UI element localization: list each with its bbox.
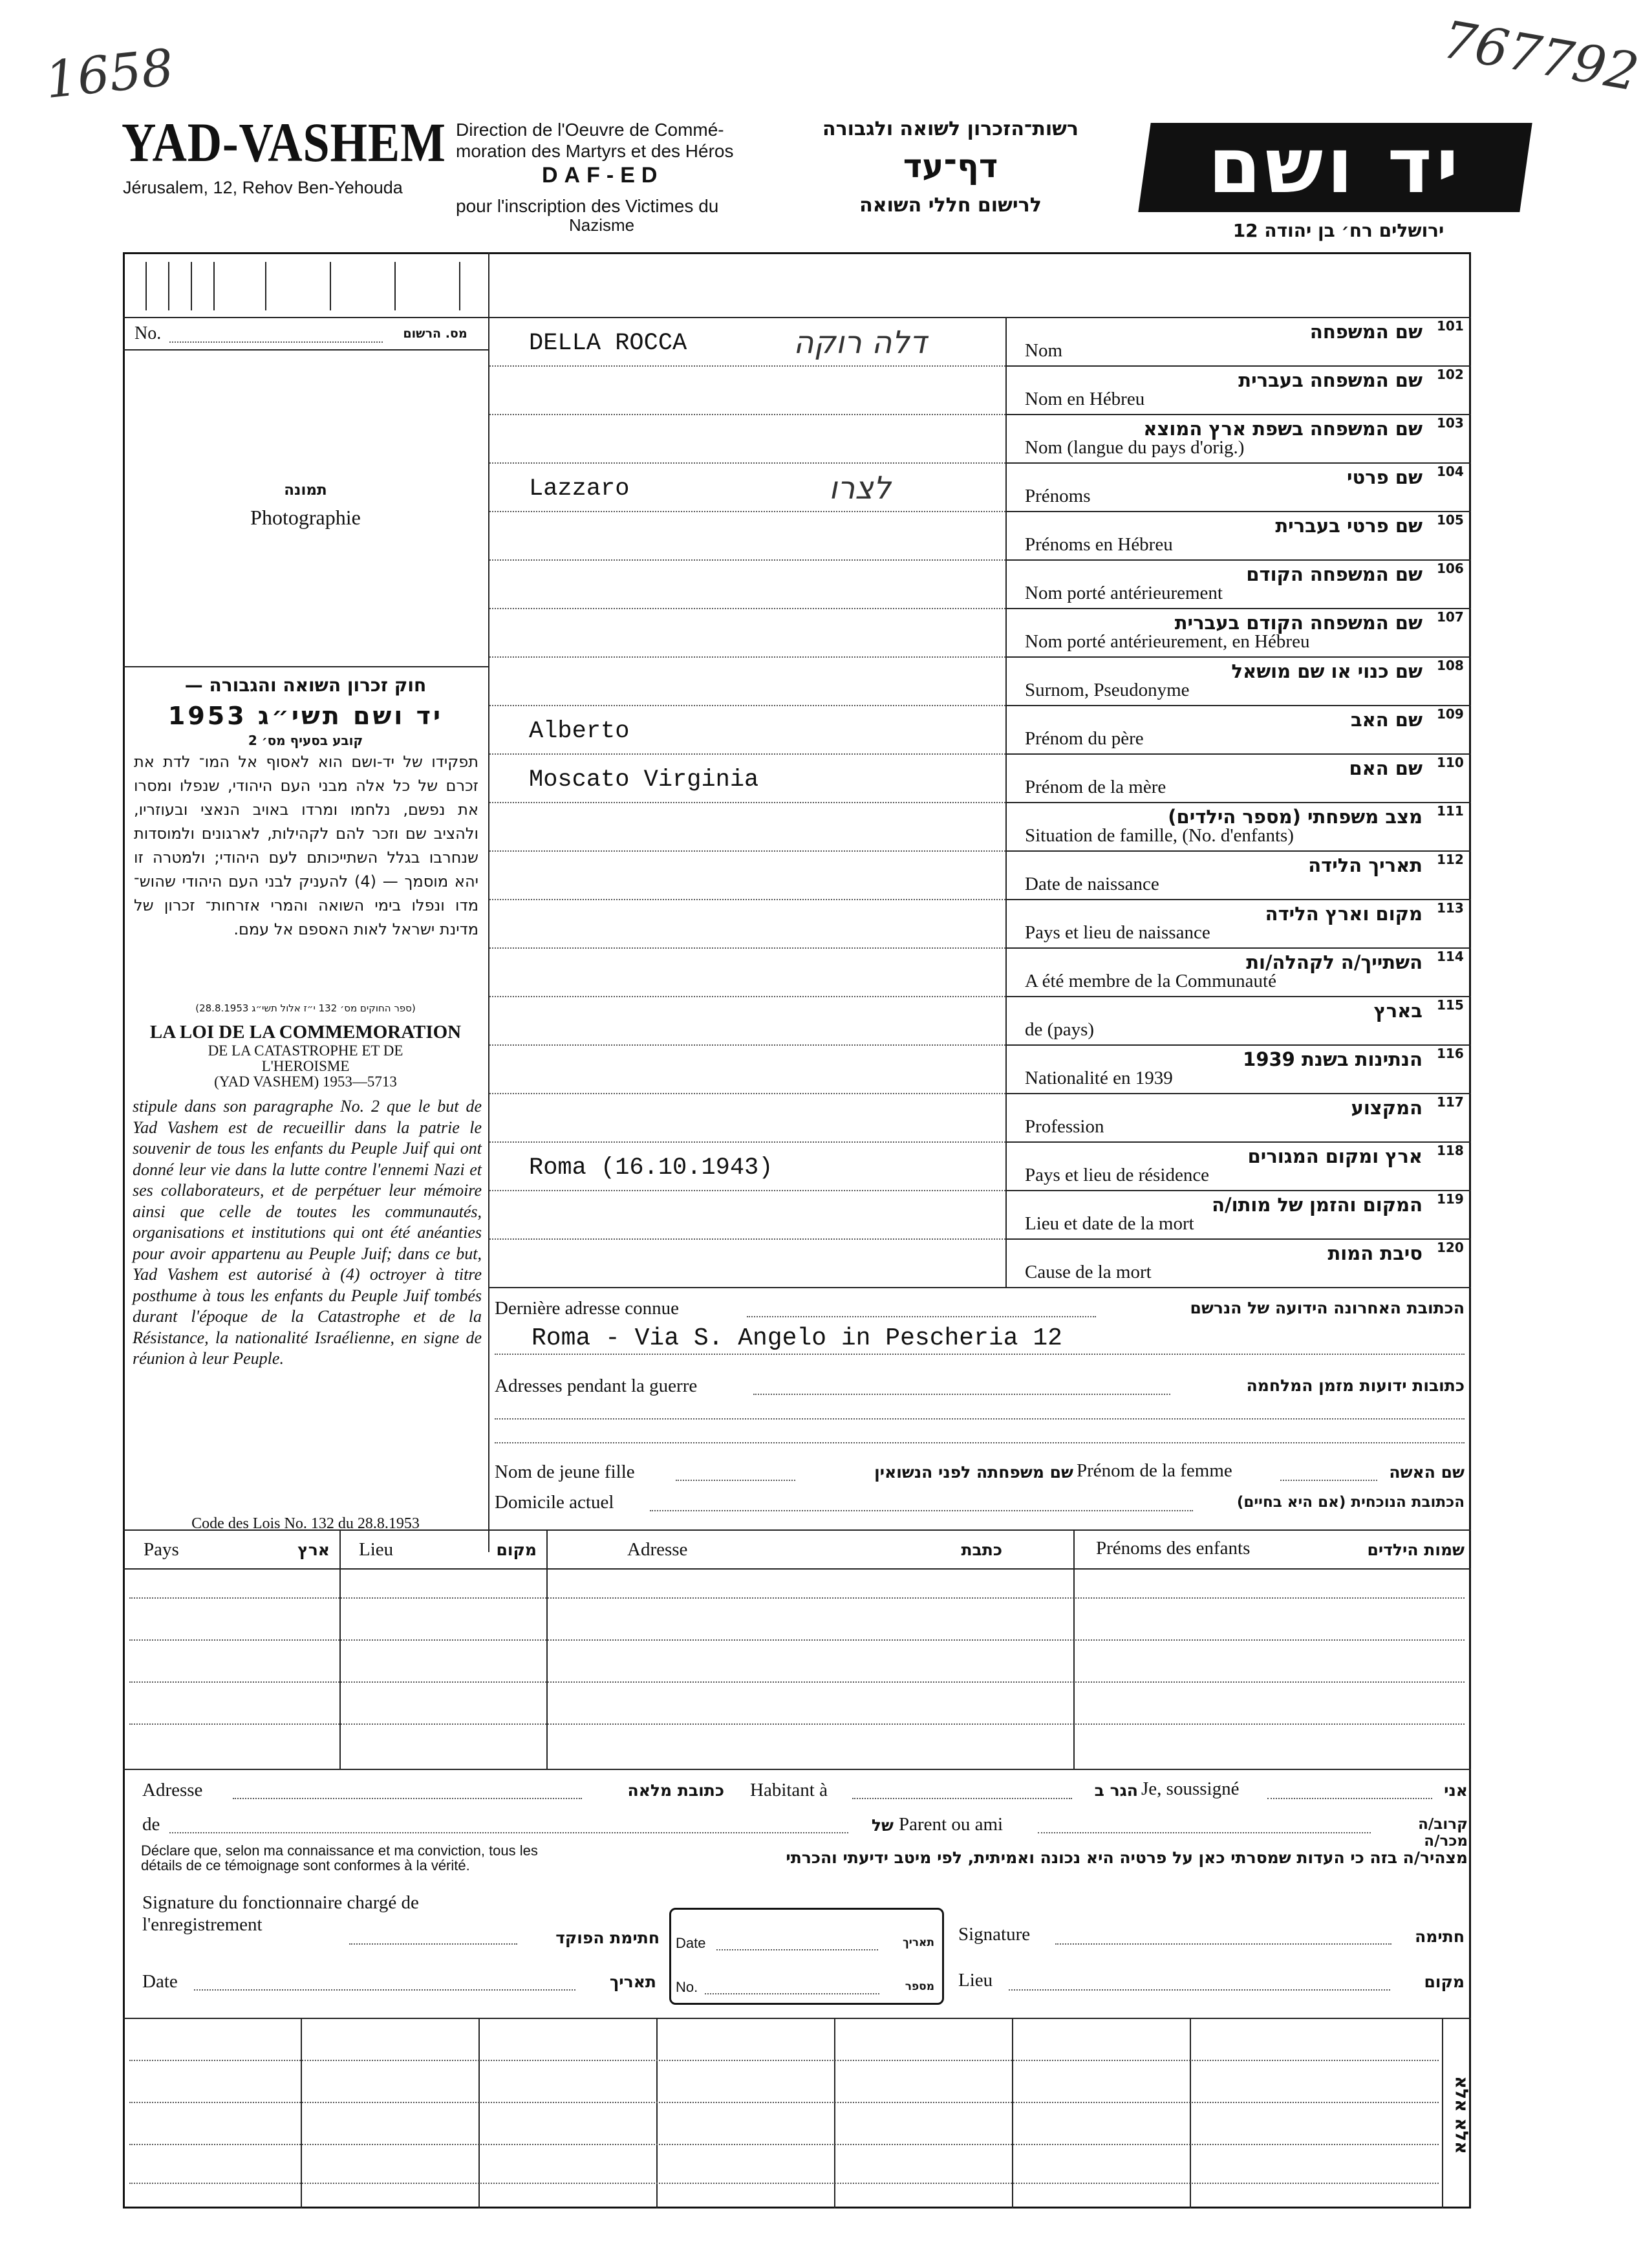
table-header-lieu: Lieu (359, 1539, 394, 1560)
table-header-lieu-hebrew: מקום (496, 1540, 537, 1559)
signature-hebrew: חתימה (1415, 1927, 1465, 1946)
field-112-number: 112 (1437, 852, 1464, 867)
parent-hebrew: קרוב/ה מכר/ה (1418, 1816, 1468, 1850)
field-109-french-label: Prénom du père (1025, 728, 1144, 749)
date-hebrew: תאריך (609, 1972, 656, 1991)
habitant-hebrew: הגר ב (1094, 1781, 1138, 1800)
wife-name-hebrew: שם האשה (1389, 1463, 1465, 1482)
field-118-hebrew-label: ארץ ומקום המגורים (1247, 1145, 1423, 1167)
field-113-number: 113 (1437, 900, 1464, 916)
field-107-number: 107 (1437, 609, 1464, 625)
field-104-handwritten: לצרו (829, 470, 891, 506)
header-hebrew-authority: רשות־הזכרון לשואה ולגבורה (822, 118, 1079, 140)
law-french-title-4: (YAD VASHEM) 1953—5713 (214, 1074, 397, 1090)
photo-label: Photographie (250, 506, 361, 529)
field-117-french-label: Profession (1025, 1116, 1104, 1137)
table-header-children: Prénoms des enfants (1096, 1538, 1251, 1559)
field-120-hebrew-label: סיבת המות (1327, 1242, 1423, 1264)
last-address-hebrew: הכתובת האחרונה הידועה של הנרשם (1190, 1299, 1465, 1317)
field-109-hebrew-label: שם האב (1350, 709, 1423, 731)
field-101-french-label: Nom (1025, 340, 1062, 361)
organization-name: YAD-VASHEM (122, 111, 446, 173)
field-114-number: 114 (1437, 949, 1464, 964)
field-108-hebrew-label: שם כנוי או שם מושאל (1231, 660, 1423, 682)
field-119-french-label: Lieu et date de la mort (1025, 1213, 1194, 1234)
field-107-hebrew-label: שם המשפחה הקודם בעברית (1174, 612, 1423, 634)
law-hebrew-clause: קובע בסעיף מס׳ 2 (248, 733, 363, 748)
law-hebrew-source: (ספר החוקים מס׳ 132 י״ז אלול תשי״ג 28.8.1953) (195, 1002, 416, 1014)
stamp-date-label: Date (676, 1935, 706, 1951)
field-113-french-label: Pays et lieu de naissance (1025, 922, 1210, 943)
law-french-source: Code des Lois No. 132 du 28.8.1953 (191, 1515, 420, 1532)
current-address-label: Domicile actuel (495, 1492, 614, 1513)
field-113-hebrew-label: מקום וארץ הלידה (1265, 903, 1423, 925)
field-109-number: 109 (1437, 706, 1464, 722)
law-french-title-1: LA LOI DE LA COMMEMORATION (149, 1022, 462, 1042)
field-116-hebrew-label: הנתינות בשנת 1939 (1243, 1048, 1423, 1070)
field-103-number: 103 (1437, 415, 1464, 431)
table-header-adresse-hebrew: כתבת (961, 1540, 1002, 1559)
field-108-number: 108 (1437, 658, 1464, 673)
field-108-french-label: Surnom, Pseudonyme (1025, 680, 1190, 700)
field-115-french-label: de (pays) (1025, 1019, 1095, 1040)
war-address-label: Adresses pendant la guerre (495, 1376, 698, 1396)
organization-address: Jérusalem, 12, Rehov Ben-Yehouda (123, 178, 403, 197)
daf-ed-title: DAF-ED (542, 163, 664, 188)
field-103-french-label: Nom (langue du pays d'orig.) (1025, 437, 1245, 458)
declaration-hebrew: מצהיר/ה בזה כי העדות שמסרתי כאן על פרטיה היא נכונה ואמיתית, לפי מיטב ידיעתי והכרתי (786, 1848, 1468, 1867)
handwritten-file-number: 1658 (42, 38, 177, 111)
stamp-no-label: No. (676, 1979, 698, 1995)
maiden-name-label: Nom de jeune fille (495, 1462, 635, 1482)
habitant-label: Habitant à (750, 1780, 828, 1800)
parent-label: Parent ou ami (899, 1814, 1004, 1835)
header-french-line1: Direction de l'Oeuvre de Commé- (456, 120, 724, 140)
lieu-hebrew: מקום (1424, 1972, 1465, 1991)
field-118-french-label: Pays et lieu de résidence (1025, 1165, 1210, 1185)
law-french-body: stipule dans son paragraphe No. 2 que le but de Yad Vashem est de recueillir dans la patrie le souvenir de tous les enfants du Peuple Juif qui ont donné leur vie dans la lutte contre l'ennemi Nazi et ses collaborateurs, et de perpétuer leur mémoire ainsi que celle de toutes les communautés, organisations et institutions qui ont été anéanties pour avoir appartenu au Peuple Juif; dans ce but, Yad Vashem est autorisé à (4) octroyer à titre posthume à tous les enfants du Peuple Juif tombés durant l'époque de la Catastrophe et de la Résistance, la nationalité Israélienne, en signe de réunion à leur Peuple. (133, 1097, 482, 1368)
stamp-no-hebrew: מספר (905, 1980, 934, 1993)
field-103-hebrew-label: שם המשפחה בשפת ארץ המוצא (1143, 418, 1423, 440)
field-106-french-label: Nom porté antérieurement (1025, 583, 1223, 603)
header-french-line2: moration des Martyrs et des Héros (456, 141, 734, 161)
registration-no-hebrew: מס. הרשום (403, 327, 467, 341)
law-hebrew-body: תפקידו של יד-ושם הוא לאסוף אל המו־ לדת את זכרם של כל אלה מבני העם היהודי, שנפלו ומסרו את נפשם, נלחמו ומרדו באויב הנאצי ובעוזריו, ולהציב שם וזכר להם לקהילות, לארגונים ולמוסדות שנחרבו בגלל השתייכותם לעם היהודי; ולמטרה זו יהא מוסמך — (4) להעניק לבני העם היהודי שהוש־ מדו ונפלו בימי השואה והמרי אזרחות־ זכרון של מדינת ישראל לאות האספם אל עמם. (134, 753, 478, 938)
official-signature-hebrew: חתימת הפוקד (555, 1928, 660, 1947)
table-header-pays: Pays (144, 1539, 179, 1560)
field-101-hebrew-label: שם המשפחה (1309, 321, 1423, 343)
wife-name-label: Prénom de la femme (1077, 1460, 1232, 1481)
last-address-label: Dernière adresse connue (495, 1298, 680, 1319)
date-label: Date (142, 1971, 178, 1992)
table-header-adresse: Adresse (627, 1539, 688, 1560)
field-101-value[interactable]: DELLA ROCCA (529, 330, 687, 357)
field-116-number: 116 (1437, 1046, 1464, 1061)
field-101-handwritten: דלה רוקה (793, 325, 927, 361)
photo-label-hebrew: תמונה (284, 482, 327, 499)
soussigne-label: Je, soussigné (1141, 1778, 1240, 1799)
law-hebrew-title: חוק זכרון השואה והגבורה — (184, 675, 427, 696)
field-114-french-label: A été membre de la Communauté (1025, 971, 1276, 991)
field-110-number: 110 (1437, 755, 1464, 770)
last-address-value[interactable]: Roma - Via S. Angelo in Pescheria 12 (532, 1324, 1062, 1352)
field-104-hebrew-label: שם פרטי (1346, 466, 1423, 488)
field-120-french-label: Cause de la mort (1025, 1262, 1152, 1282)
field-111-hebrew-label: מצב משפחתי (מספר הילדים) (1168, 806, 1423, 828)
field-118-value[interactable]: Roma (16.10.1943) (529, 1154, 773, 1182)
header-hebrew-daf-ed: דף־עד (903, 147, 998, 185)
field-114-hebrew-label: השתייך/ה לקהלה/ות (1246, 951, 1423, 973)
law-french-title-2: DE LA CATASTROPHE ET DE (208, 1042, 403, 1059)
field-107-french-label: Nom porté antérieurement, en Hébreu (1025, 631, 1310, 652)
logo-text: יד ושם (1208, 121, 1463, 210)
field-102-hebrew-label: שם המשפחה בעברית (1238, 369, 1423, 391)
field-115-hebrew-label: בארץ (1373, 1000, 1423, 1022)
field-117-hebrew-label: המקצוע (1351, 1097, 1423, 1119)
field-111-french-label: Situation de famille, (No. d'enfants) (1025, 825, 1294, 846)
war-address-hebrew: כתובות ידועות מזמן המלחמה (1246, 1376, 1465, 1395)
field-102-french-label: Nom en Hébreu (1025, 389, 1145, 409)
field-112-hebrew-label: תאריך הלידה (1308, 854, 1423, 876)
law-french-title-3: L'HEROISME (261, 1058, 350, 1074)
official-signature-label: Signature du fonctionnaire chargé de l'enregistrement (142, 1892, 419, 1935)
header-french-line4: Nazisme (569, 215, 635, 235)
shel-hebrew: של (871, 1816, 894, 1835)
field-120-number: 120 (1437, 1240, 1464, 1255)
soussigne-hebrew: אני (1444, 1781, 1468, 1800)
current-address-hebrew: הכתובת הנוכחית (אם היא בחיים) (1236, 1494, 1465, 1511)
registration-no-label: No. (134, 323, 162, 343)
declaration-french: Déclare que, selon ma connaissance et ma conviction, tous les détails de ce témoignage sont conformes à la vérité. (141, 1842, 538, 1874)
field-105-number: 105 (1437, 512, 1464, 528)
field-119-number: 119 (1437, 1191, 1464, 1207)
table-header-pays-hebrew: ארץ (297, 1540, 330, 1559)
header-hebrew-address: ירושלים רח׳ בן יהודה 12 (1232, 220, 1444, 241)
field-119-hebrew-label: המקום והזמן של מותו/ה (1212, 1194, 1423, 1216)
field-112-french-label: Date de naissance (1025, 874, 1159, 894)
field-110-hebrew-label: שם האם (1349, 757, 1423, 779)
field-110-value[interactable]: Moscato Virginia (529, 766, 759, 794)
field-105-french-label: Prénoms en Hébreu (1025, 534, 1173, 555)
field-104-french-label: Prénoms (1025, 486, 1091, 506)
field-109-value[interactable]: Alberto (529, 718, 630, 745)
law-hebrew-name: יד ושם תשי״ג 1953 (167, 702, 444, 730)
field-115-number: 115 (1437, 997, 1464, 1013)
field-117-number: 117 (1437, 1094, 1464, 1110)
stamp-date-hebrew: תאריך (902, 1936, 934, 1949)
declarant-address-label: Adresse (142, 1780, 203, 1800)
table-header-children-hebrew: שמות הילדים (1367, 1540, 1465, 1559)
de-label: de (142, 1814, 160, 1835)
field-104-number: 104 (1437, 464, 1464, 479)
field-111-number: 111 (1437, 803, 1464, 819)
field-110-french-label: Prénom de la mère (1025, 777, 1166, 797)
field-106-number: 106 (1437, 561, 1464, 576)
field-116-french-label: Nationalité en 1939 (1025, 1068, 1173, 1088)
field-105-hebrew-label: שם פרטי בעברית (1275, 515, 1423, 537)
header-hebrew-purpose: לרישום חללי השואה (859, 194, 1042, 217)
side-label-hebrew: אלא אלא (1451, 2076, 1472, 2154)
lieu-label: Lieu (958, 1970, 993, 1991)
declarant-address-hebrew: כתובת מלאה (627, 1781, 724, 1800)
field-118-number: 118 (1437, 1143, 1464, 1158)
field-102-number: 102 (1437, 367, 1464, 382)
header-french-line3: pour l'inscription des Victimes du (456, 196, 719, 216)
handwritten-reference-number: 767792 (1438, 9, 1643, 103)
field-104-value[interactable]: Lazzaro (529, 475, 630, 502)
field-106-hebrew-label: שם המשפחה הקודם (1246, 563, 1423, 585)
maiden-name-hebrew: שם משפחתה לפני הנשואין (874, 1463, 1073, 1482)
signature-label: Signature (958, 1924, 1031, 1945)
field-101-number: 101 (1437, 318, 1464, 334)
